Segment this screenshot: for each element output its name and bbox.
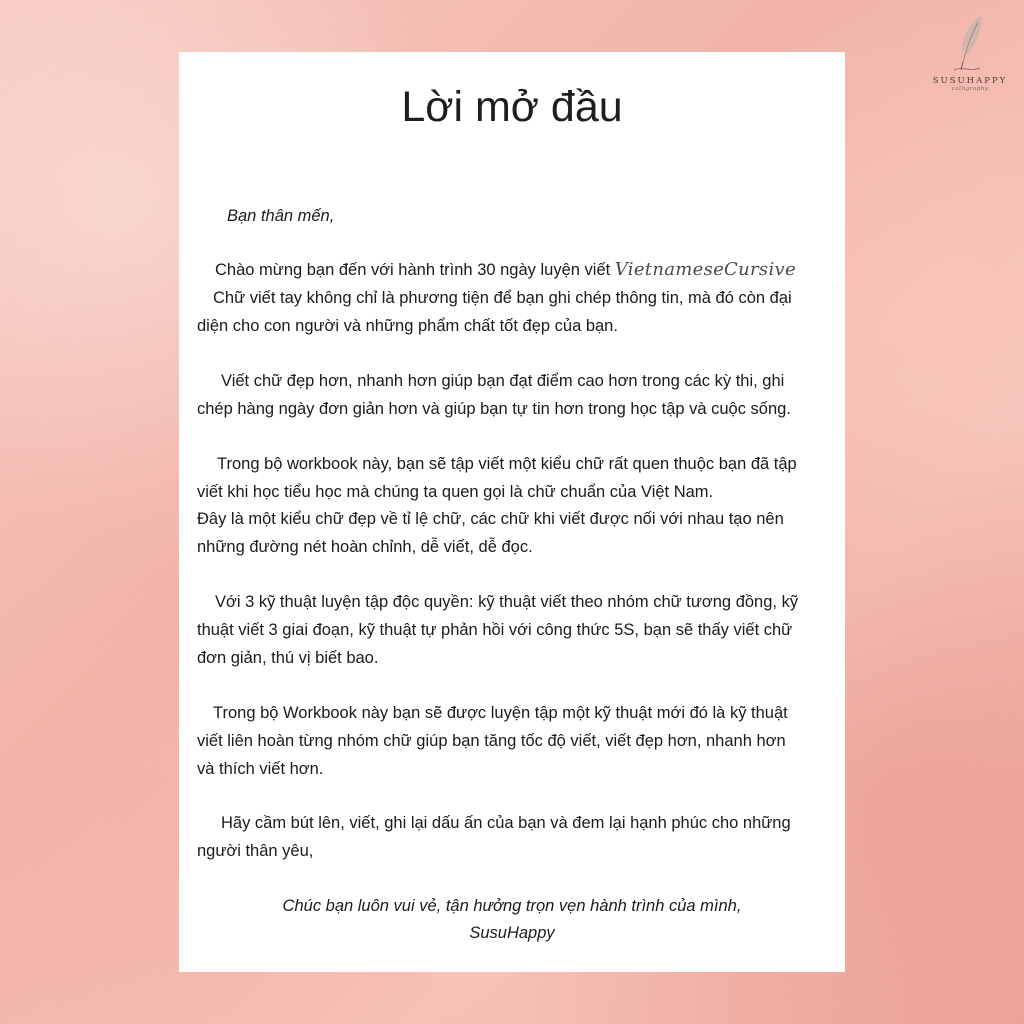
paragraph-line: diện cho con người và những phẩm chất tốt đẹp của bạn. <box>197 317 618 335</box>
brand-logo <box>924 14 1016 104</box>
signature: SusuHappy <box>469 924 555 942</box>
welcome-text: Chào mừng bạn đến với hành trình 30 ngày luyện viết <box>215 261 611 279</box>
closing-wish: Chúc bạn luôn vui vẻ, tận hưởng trọn vẹn hành trình của mình, <box>282 897 742 915</box>
page-title: Lời mở đầu <box>401 83 623 131</box>
paragraph-line: những đường nét hoàn chỉnh, dễ viết, dễ đọc. <box>197 538 533 556</box>
cursive-style-name: VietnameseCursive <box>614 259 796 280</box>
paragraph-line: viết khi học tiểu học mà chúng ta quen gọi là chữ chuẩn của Việt Nam. <box>197 483 714 501</box>
welcome-line <box>215 260 855 280</box>
paragraph-line: Chữ viết tay không chỉ là phương tiện để bạn ghi chép thông tin, mà đó còn đại <box>213 289 792 307</box>
paragraph-line: Hãy cầm bút lên, viết, ghi lại dấu ấn của bạn và đem lại hạnh phúc cho những <box>221 814 791 832</box>
paragraph-line: Đây là một kiểu chữ đẹp về tỉ lệ chữ, các chữ khi viết được nối với nhau tạo nên <box>197 510 784 528</box>
paragraph-line: thuật viết 3 giai đoạn, kỹ thuật tự phản hồi với công thức 5S, bạn sẽ thấy viết chữ <box>197 621 793 639</box>
paragraph-line: Trong bộ workbook này, bạn sẽ tập viết một kiểu chữ rất quen thuộc bạn đã tập <box>217 455 797 473</box>
letter-body <box>179 52 845 972</box>
paragraph-line: đơn giản, thú vị biết bao. <box>197 649 379 667</box>
logo-tagline: calligraphy <box>951 86 989 92</box>
paragraph-line: người thân yêu, <box>197 842 314 860</box>
greeting: Bạn thân mến, <box>227 207 335 225</box>
feather-quill-icon <box>950 14 990 74</box>
document-page <box>179 52 845 972</box>
logo-brand-name: SUSUHAPPY <box>932 76 1008 86</box>
paragraph-line: Với 3 kỹ thuật luyện tập độc quyền: kỹ thuật viết theo nhóm chữ tương đồng, kỹ <box>215 593 799 611</box>
paragraph-line: Trong bộ Workbook này bạn sẽ được luyện tập một kỹ thuật mới đó là kỹ thuật <box>213 704 788 722</box>
paragraph-line: Viết chữ đẹp hơn, nhanh hơn giúp bạn đạt điểm cao hơn trong các kỳ thi, ghi <box>221 372 785 390</box>
paragraph-line: viết liên hoàn từng nhóm chữ giúp bạn tăng tốc độ viết, viết đẹp hơn, nhanh hơn <box>197 732 786 750</box>
paragraph-line: chép hàng ngày đơn giản hơn và giúp bạn tự tin hơn trong học tập và cuộc sống. <box>197 400 791 418</box>
paragraph-line: và thích viết hơn. <box>197 760 324 778</box>
